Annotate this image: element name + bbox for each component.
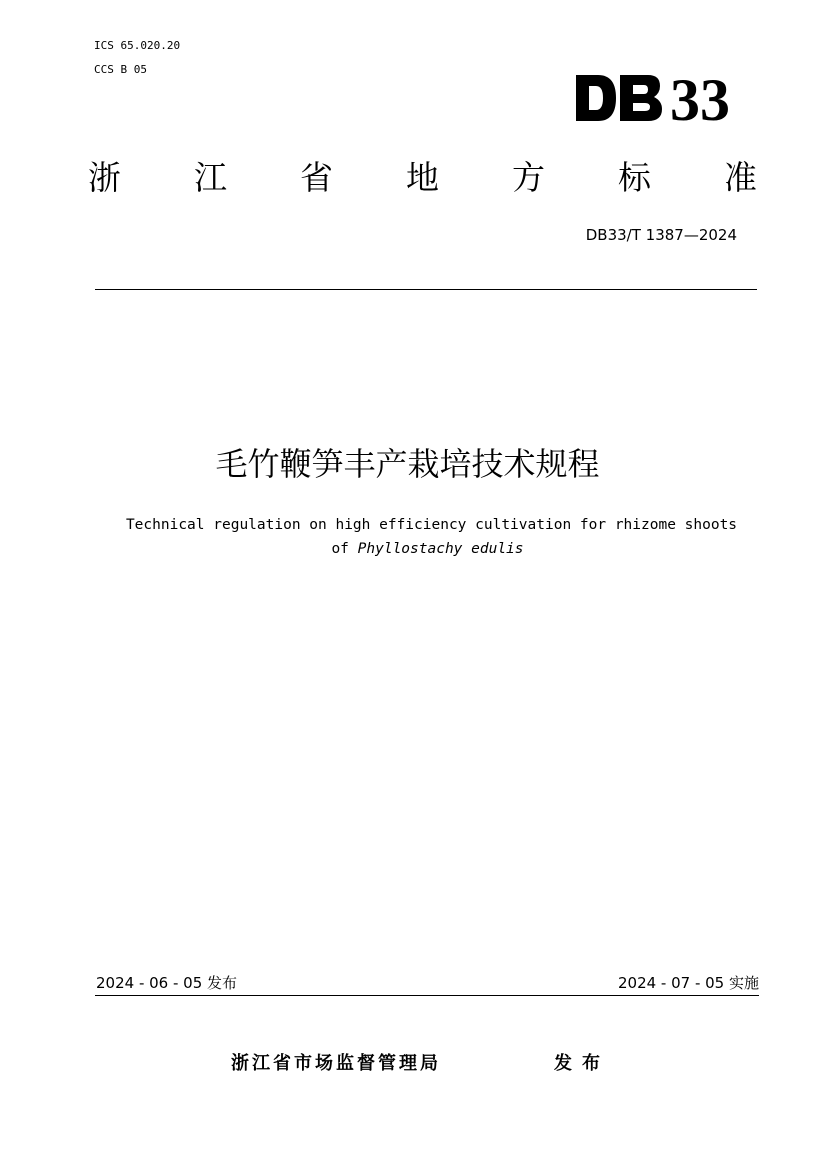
standard-type-char: 浙 [88, 158, 121, 197]
issuer-action: 发布 [554, 1053, 610, 1074]
title-english-of: of [331, 541, 358, 557]
title-english-line2 [40, 537, 815, 561]
title-english-species: Phyllostachy edulis [357, 541, 524, 557]
standard-type-char: 方 [512, 158, 545, 197]
standard-type-char: 江 [194, 158, 227, 197]
issuer-name: 浙江省市场监督管理局 [231, 1053, 441, 1074]
standard-type-heading [88, 158, 757, 198]
implementation-date: 2024 - 07 - 05 实施 [617, 974, 759, 992]
ics-code: ICS 65.020.20 [94, 39, 181, 52]
title-chinese: 毛竹鞭笋丰产栽培技术规程 [215, 445, 600, 483]
ccs-code: CCS B 05 [94, 63, 147, 76]
standard-code: DB33/T 1387—2024 [585, 226, 737, 244]
standard-type-char: 省 [300, 158, 333, 197]
title-english [40, 513, 815, 561]
title-english-line1: Technical regulation on high efficiency cultivation for rhizome shoots [125, 517, 738, 533]
db33-logo [574, 72, 756, 124]
svg-text:33: 33 [670, 72, 730, 124]
standard-type-char: 标 [618, 158, 651, 197]
issue-date: 2024 - 06 - 05 发布 [96, 974, 238, 992]
standard-type-char: 准 [724, 158, 757, 197]
bottom-divider [95, 995, 759, 996]
standard-type-char: 地 [406, 158, 439, 197]
top-divider [95, 289, 757, 290]
